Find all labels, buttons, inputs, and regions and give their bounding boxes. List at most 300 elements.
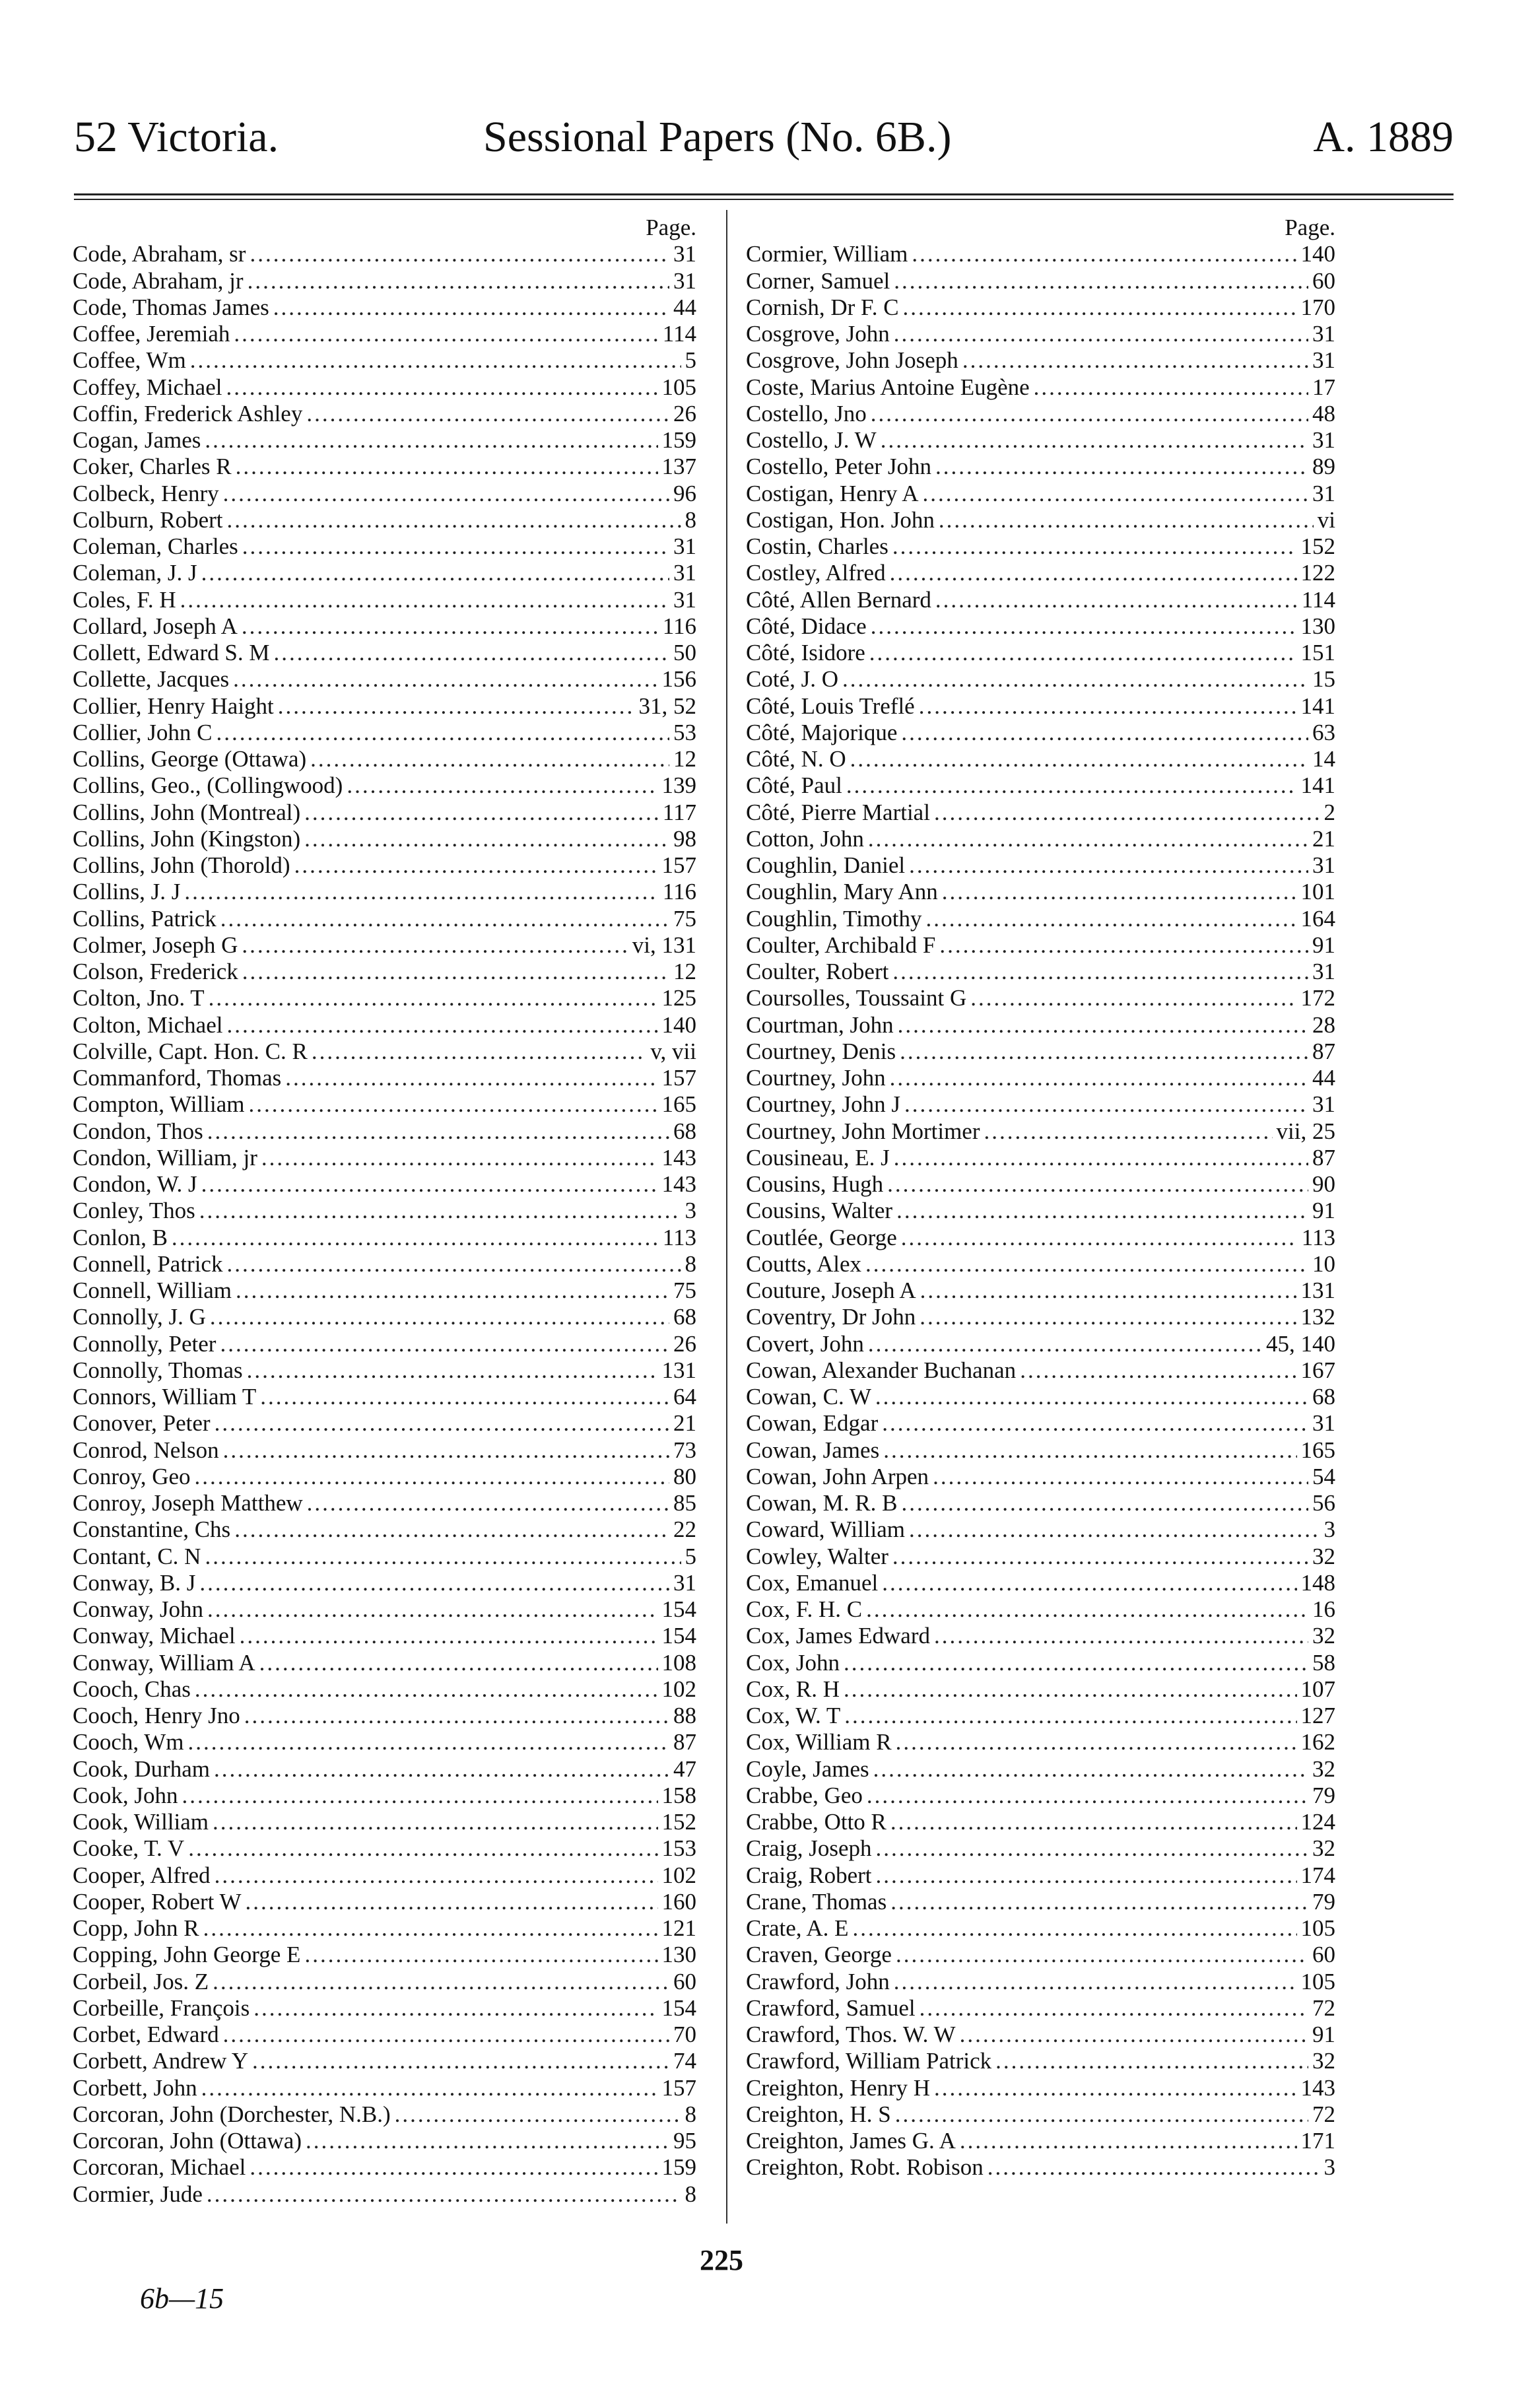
dot-leader xyxy=(240,1623,658,1649)
dot-leader xyxy=(210,1304,669,1330)
dot-leader xyxy=(182,1783,657,1809)
entry-page: 141 xyxy=(1300,693,1335,719)
dot-leader xyxy=(844,1703,1296,1729)
dot-leader xyxy=(960,2022,1308,2048)
index-entry xyxy=(746,1145,1335,1171)
dot-leader xyxy=(226,374,657,401)
dot-leader xyxy=(223,1437,669,1464)
entry-page: 31 xyxy=(1312,1410,1335,1437)
entry-name: Cook, Durham xyxy=(73,1755,211,1782)
entry-page: 117 xyxy=(662,799,696,825)
entry-page: 157 xyxy=(661,1065,696,1091)
index-entry xyxy=(73,1357,696,1384)
entry-page: 8 xyxy=(685,2181,696,2207)
index-entry xyxy=(746,1330,1335,1357)
entry-name: Crate, A. E xyxy=(746,1915,849,1941)
dot-leader xyxy=(260,1384,669,1410)
dot-leader xyxy=(962,347,1308,374)
entry-page: 79 xyxy=(1312,1782,1335,1808)
entry-page: 121 xyxy=(661,1915,696,1941)
index-entry xyxy=(73,2022,696,2048)
dot-leader xyxy=(898,1012,1308,1038)
index-entry xyxy=(73,321,696,347)
index-entry xyxy=(746,1755,1335,1782)
entry-name: Cooch, Chas xyxy=(73,1676,191,1702)
entry-page: 87 xyxy=(1312,1038,1335,1064)
index-entry xyxy=(73,1038,696,1065)
index-entry xyxy=(73,533,696,560)
entry-name: Cox, James Edward xyxy=(746,1623,930,1649)
entry-name: Coffee, Wm xyxy=(73,347,186,374)
entry-name: Crawford, Thos. W. W xyxy=(746,2022,956,2047)
entry-name: Collins, George (Ottawa) xyxy=(73,746,307,772)
entry-name: Cormier, Jude xyxy=(73,2181,203,2207)
index-entry xyxy=(746,1623,1335,1649)
dot-leader xyxy=(242,613,659,640)
entry-name: Côté, Majorique xyxy=(746,719,898,745)
entry-name: Côté, Louis Treflé xyxy=(746,693,915,719)
index-entry xyxy=(746,2154,1335,2181)
entry-page: 72 xyxy=(1312,2101,1335,2127)
entry-page: 17 xyxy=(1312,374,1335,400)
index-entry xyxy=(746,321,1335,347)
entry-page: 130 xyxy=(1300,613,1335,639)
dot-leader xyxy=(250,2154,657,2181)
entry-name: Collins, John (Montreal) xyxy=(73,799,301,825)
entry-page: 101 xyxy=(1300,879,1335,905)
entry-page: 26 xyxy=(673,400,696,426)
entry-page: vi xyxy=(1317,506,1335,533)
dot-leader xyxy=(868,826,1308,852)
entry-page: 113 xyxy=(1301,1224,1335,1250)
dot-leader xyxy=(876,1862,1297,1889)
dot-leader xyxy=(190,347,681,374)
entry-page: 131 xyxy=(661,1357,696,1383)
entry-name: Costigan, Henry A xyxy=(746,480,919,506)
entry-page: 31 xyxy=(673,560,696,586)
entry-page: 48 xyxy=(1312,400,1335,426)
entry-page: 108 xyxy=(661,1649,696,1676)
entry-page: 60 xyxy=(673,1968,696,1994)
entry-name: Copp, John R xyxy=(73,1915,199,1941)
entry-name: Cowan, Edgar xyxy=(746,1410,879,1437)
entry-name: Coulter, Archibald F xyxy=(746,932,936,958)
entry-page: 44 xyxy=(673,294,696,320)
entry-page: 154 xyxy=(661,1994,696,2021)
entry-name: Coste, Marius Antoine Eugène xyxy=(746,374,1030,400)
entry-page: 31, 52 xyxy=(638,693,696,719)
entry-name: Collett, Edward S. M xyxy=(73,640,270,665)
index-entry xyxy=(746,2101,1335,2128)
index-entry xyxy=(73,1145,696,1171)
dot-leader xyxy=(307,1490,669,1516)
entry-name: Craig, Robert xyxy=(746,1862,872,1888)
dot-leader xyxy=(234,1516,669,1543)
index-entry xyxy=(73,799,696,825)
entry-name: Côté, Paul xyxy=(746,772,842,799)
entry-name: Collard, Joseph A xyxy=(73,613,238,639)
entry-page: 12 xyxy=(673,746,696,772)
index-entry xyxy=(746,454,1335,480)
dot-leader xyxy=(868,1331,1262,1357)
index-entry xyxy=(73,959,696,985)
dot-leader xyxy=(935,587,1298,613)
dot-leader xyxy=(201,1171,658,1198)
entry-page: 16 xyxy=(1312,1596,1335,1622)
index-entry xyxy=(746,1464,1335,1490)
index-entry xyxy=(746,1065,1335,1091)
page-column-heading: Page. xyxy=(646,215,696,240)
entry-name: Costin, Charles xyxy=(746,533,888,559)
entry-name: Courtman, John xyxy=(746,1011,894,1038)
index-entry xyxy=(73,1889,696,1915)
entry-page: vii, 25 xyxy=(1276,1118,1335,1144)
entry-name: Collette, Jacques xyxy=(73,666,230,693)
dot-leader xyxy=(984,1118,1273,1145)
index-entry xyxy=(73,347,696,374)
entry-name: Coffin, Frederick Ashley xyxy=(73,400,303,426)
entry-name: Cogan, James xyxy=(73,427,201,453)
dot-leader xyxy=(214,1756,669,1783)
dot-leader xyxy=(894,1969,1297,1995)
entry-name: Code, Abraham, jr xyxy=(73,267,244,294)
entry-name: Coleman, J. J xyxy=(73,560,197,586)
dot-leader xyxy=(846,772,1297,799)
index-entry xyxy=(73,267,696,294)
entry-name: Coutlée, George xyxy=(746,1224,897,1250)
dot-leader xyxy=(923,481,1308,507)
entry-name: Cooper, Alfred xyxy=(73,1862,211,1888)
entry-name: Code, Abraham, sr xyxy=(73,241,246,267)
dot-leader xyxy=(250,241,669,267)
dot-leader xyxy=(226,1012,657,1038)
dot-leader xyxy=(942,879,1297,905)
index-entry xyxy=(73,294,696,321)
dot-leader xyxy=(242,533,669,560)
entry-page: 3 xyxy=(1323,2154,1335,2181)
index-entry xyxy=(73,1516,696,1543)
entry-page: 91 xyxy=(1312,2022,1335,2047)
dot-leader xyxy=(242,959,669,985)
index-entry xyxy=(73,1304,696,1330)
index-entry xyxy=(746,374,1335,400)
entry-name: Coles, F. H xyxy=(73,586,176,613)
entry-name: Connolly, J. G xyxy=(73,1304,206,1330)
entry-name: Cowan, Alexander Buchanan xyxy=(746,1357,1017,1383)
index-entry xyxy=(746,799,1335,825)
dot-leader xyxy=(871,613,1297,640)
entry-name: Cousineau, E. J xyxy=(746,1144,890,1171)
entry-page: 32 xyxy=(1312,1623,1335,1649)
entry-page: 127 xyxy=(1300,1703,1335,1728)
entry-name: Corbeil, Jos. Z xyxy=(73,1968,209,1994)
index-entry xyxy=(73,1570,696,1596)
index-entry xyxy=(746,1889,1335,1915)
entry-page: 68 xyxy=(673,1304,696,1330)
dot-leader xyxy=(887,1171,1308,1198)
entry-page: 75 xyxy=(673,1277,696,1303)
entry-page: 3 xyxy=(1323,1516,1335,1543)
entry-name: Conway, B. J xyxy=(73,1569,196,1596)
entry-name: Corbet, Edward xyxy=(73,2022,219,2047)
dot-leader xyxy=(312,1038,646,1065)
dot-leader xyxy=(201,560,669,586)
entry-page: 90 xyxy=(1312,1171,1335,1197)
entry-name: Coulter, Robert xyxy=(746,959,889,984)
dot-leader xyxy=(939,507,1314,533)
dot-leader xyxy=(247,1357,658,1384)
entry-name: Conlon, B xyxy=(73,1224,168,1250)
header-rule-thin xyxy=(74,199,1454,200)
entry-name: Conrod, Nelson xyxy=(73,1437,219,1463)
entry-page: 74 xyxy=(673,2048,696,2074)
dot-leader xyxy=(883,1437,1296,1464)
entry-name: Connell, Patrick xyxy=(73,1250,223,1277)
entry-page: 159 xyxy=(661,427,696,453)
index-entry xyxy=(73,932,696,959)
entry-page: 140 xyxy=(1300,241,1335,267)
index-entry xyxy=(73,1755,696,1782)
dot-leader xyxy=(220,906,669,932)
entry-page: 31 xyxy=(673,533,696,559)
dot-leader xyxy=(871,401,1308,427)
entry-page: 153 xyxy=(661,1835,696,1862)
entry-page: 170 xyxy=(1300,294,1335,320)
dot-leader xyxy=(215,1862,658,1889)
entry-name: Couture, Joseph A xyxy=(746,1277,916,1303)
entry-page: 31 xyxy=(1312,321,1335,347)
index-entry xyxy=(73,2048,696,2074)
index-entry xyxy=(73,1330,696,1357)
printer-signature: 6b—15 xyxy=(140,2282,224,2315)
dot-leader xyxy=(901,720,1308,746)
entry-page: 58 xyxy=(1312,1649,1335,1676)
entry-page: 140 xyxy=(661,1011,696,1038)
index-entry xyxy=(746,1995,1335,2022)
entry-page: 85 xyxy=(673,1490,696,1516)
entry-name: Collier, John C xyxy=(73,719,213,745)
entry-name: Coughlin, Mary Ann xyxy=(746,879,938,905)
entry-name: Costello, Peter John xyxy=(746,454,931,480)
entry-name: Costley, Alfred xyxy=(746,560,886,586)
entry-name: Cox, William R xyxy=(746,1729,892,1755)
index-entry xyxy=(746,1410,1335,1437)
entry-name: Collins, Geo., (Collingwood) xyxy=(73,772,343,799)
entry-page: 3 xyxy=(685,1198,696,1224)
index-entry xyxy=(746,613,1335,640)
dot-leader xyxy=(1034,374,1308,401)
entry-page: 31 xyxy=(1312,852,1335,878)
dot-leader xyxy=(188,1835,657,1862)
dot-leader xyxy=(894,321,1308,347)
index-entry xyxy=(746,1198,1335,1224)
entry-page: 151 xyxy=(1300,640,1335,665)
entry-page: 64 xyxy=(673,1384,696,1410)
entry-page: vi, 131 xyxy=(632,932,696,958)
dot-leader xyxy=(207,1596,657,1623)
entry-page: 8 xyxy=(685,1250,696,1277)
entry-name: Courtney, John J xyxy=(746,1091,900,1118)
entry-name: Collins, Patrick xyxy=(73,905,217,932)
dot-leader xyxy=(207,1118,669,1145)
index-entry xyxy=(746,1171,1335,1198)
entry-name: Cooch, Henry Jno xyxy=(73,1703,240,1728)
index-entry xyxy=(73,1464,696,1490)
entry-page: 132 xyxy=(1300,1304,1335,1330)
dot-leader xyxy=(203,1915,658,1942)
dot-leader xyxy=(896,1942,1308,1968)
entry-name: Connolly, Peter xyxy=(73,1330,217,1357)
index-entry xyxy=(746,1835,1335,1862)
entry-name: Corbett, John xyxy=(73,2074,197,2101)
index-entry xyxy=(746,1490,1335,1516)
dot-leader xyxy=(853,1915,1297,1942)
entry-name: Crabbe, Geo xyxy=(746,1782,863,1808)
dot-leader xyxy=(215,1410,669,1437)
index-entry xyxy=(746,1384,1335,1410)
entry-name: Cook, John xyxy=(73,1782,178,1808)
index-entry xyxy=(73,1703,696,1729)
entry-page: 154 xyxy=(661,1596,696,1622)
dot-leader xyxy=(896,1729,1297,1755)
entry-page: 116 xyxy=(662,613,696,639)
entry-page: 54 xyxy=(1312,1463,1335,1489)
dot-leader xyxy=(900,1038,1308,1065)
entry-name: Crane, Thomas xyxy=(746,1888,887,1915)
entry-name: Colton, Michael xyxy=(73,1011,223,1038)
entry-name: Condon, William, jr xyxy=(73,1144,257,1171)
dot-leader xyxy=(248,1091,657,1118)
header-volume: 52 Victoria. xyxy=(74,113,279,161)
index-entry xyxy=(73,586,696,613)
index-entry xyxy=(73,1277,696,1304)
index-entry xyxy=(746,772,1335,799)
index-entry xyxy=(746,852,1335,879)
entry-page: 157 xyxy=(661,2074,696,2101)
dot-leader xyxy=(233,666,657,693)
entry-name: Craig, Joseph xyxy=(746,1835,872,1862)
index-entry xyxy=(746,1968,1335,1994)
entry-page: 95 xyxy=(673,2128,696,2154)
dot-leader xyxy=(935,454,1308,480)
index-entry xyxy=(746,879,1335,905)
entry-page: 87 xyxy=(1312,1144,1335,1171)
entry-page: 105 xyxy=(661,374,696,400)
entry-name: Cowan, C. W xyxy=(746,1384,871,1410)
entry-name: Corbett, Andrew Y xyxy=(73,2048,249,2074)
entry-page: 8 xyxy=(685,2101,696,2127)
index-entry xyxy=(746,1011,1335,1038)
entry-name: Connolly, Thomas xyxy=(73,1357,243,1383)
index-entry xyxy=(746,746,1335,772)
index-entry xyxy=(746,826,1335,852)
index-entry xyxy=(746,1570,1335,1596)
entry-page: 165 xyxy=(1300,1437,1335,1463)
index-entry xyxy=(746,1304,1335,1330)
index-entry xyxy=(746,932,1335,959)
entry-name: Côté, Didace xyxy=(746,613,867,639)
index-entry xyxy=(73,905,696,932)
entry-page: 73 xyxy=(673,1437,696,1463)
index-entry xyxy=(746,1038,1335,1065)
index-entry xyxy=(746,666,1335,693)
index-entry xyxy=(746,1118,1335,1144)
entry-name: Conley, Thos xyxy=(73,1198,195,1224)
dot-leader xyxy=(894,1145,1308,1171)
dot-leader xyxy=(892,959,1308,985)
dot-leader xyxy=(912,241,1296,267)
entry-page: 70 xyxy=(673,2022,696,2047)
index-entry xyxy=(73,746,696,772)
dot-leader xyxy=(253,1995,657,2022)
entry-name: Coutts, Alex xyxy=(746,1250,862,1277)
entry-page: 156 xyxy=(661,666,696,693)
dot-leader xyxy=(188,1729,669,1755)
dot-leader xyxy=(294,852,658,879)
dot-leader xyxy=(876,1835,1308,1862)
index-entry xyxy=(73,374,696,400)
dot-leader xyxy=(201,2075,658,2101)
dot-leader xyxy=(213,1809,657,1835)
index-entry xyxy=(746,1357,1335,1384)
entry-name: Collins, John (Kingston) xyxy=(73,825,301,852)
dot-leader xyxy=(199,1198,681,1224)
dot-leader xyxy=(890,560,1297,586)
entry-name: Coughlin, Timothy xyxy=(746,905,922,932)
entry-name: Commanford, Thomas xyxy=(73,1065,282,1091)
entry-page: 72 xyxy=(1312,1994,1335,2021)
dot-leader xyxy=(873,1756,1308,1783)
entry-name: Colmer, Joseph G xyxy=(73,932,238,958)
index-entry xyxy=(73,1596,696,1623)
index-entry xyxy=(73,1091,696,1118)
dot-leader xyxy=(882,1410,1308,1437)
entry-name: Cosgrove, John Joseph xyxy=(746,347,958,374)
index-entry xyxy=(746,2048,1335,2074)
dot-leader xyxy=(306,401,669,427)
entry-page: 31 xyxy=(1312,480,1335,506)
index-entry xyxy=(746,1809,1335,1835)
dot-leader xyxy=(1020,1357,1296,1384)
dot-leader xyxy=(895,2101,1308,2128)
index-entry xyxy=(73,640,696,666)
index-entry xyxy=(746,401,1335,427)
index-entry xyxy=(746,693,1335,719)
entry-page: 21 xyxy=(673,1410,696,1437)
entry-page: 28 xyxy=(1312,1011,1335,1038)
entry-page: 21 xyxy=(1312,825,1335,852)
entry-name: Connors, William T xyxy=(73,1384,257,1410)
dot-leader xyxy=(934,2075,1297,2101)
entry-page: 159 xyxy=(661,2154,696,2181)
entry-name: Cousins, Walter xyxy=(746,1198,893,1224)
index-list-left xyxy=(73,241,696,2208)
entry-page: 47 xyxy=(673,1755,696,1782)
entry-page: 87 xyxy=(673,1729,696,1755)
entry-name: Crawford, Samuel xyxy=(746,1994,916,2021)
dot-leader xyxy=(919,693,1297,720)
dot-leader xyxy=(995,2048,1308,2074)
entry-page: 114 xyxy=(662,321,696,347)
dot-leader xyxy=(904,1091,1308,1118)
index-entry xyxy=(73,427,696,454)
entry-name: Cooch, Wm xyxy=(73,1729,184,1755)
entry-page: 45, 140 xyxy=(1266,1330,1335,1357)
entry-name: Corcoran, John (Dorchester, N.B.) xyxy=(73,2101,391,2127)
entry-name: Cox, W. T xyxy=(746,1703,841,1728)
index-entry xyxy=(746,2128,1335,2154)
entry-page: 165 xyxy=(661,1091,696,1118)
